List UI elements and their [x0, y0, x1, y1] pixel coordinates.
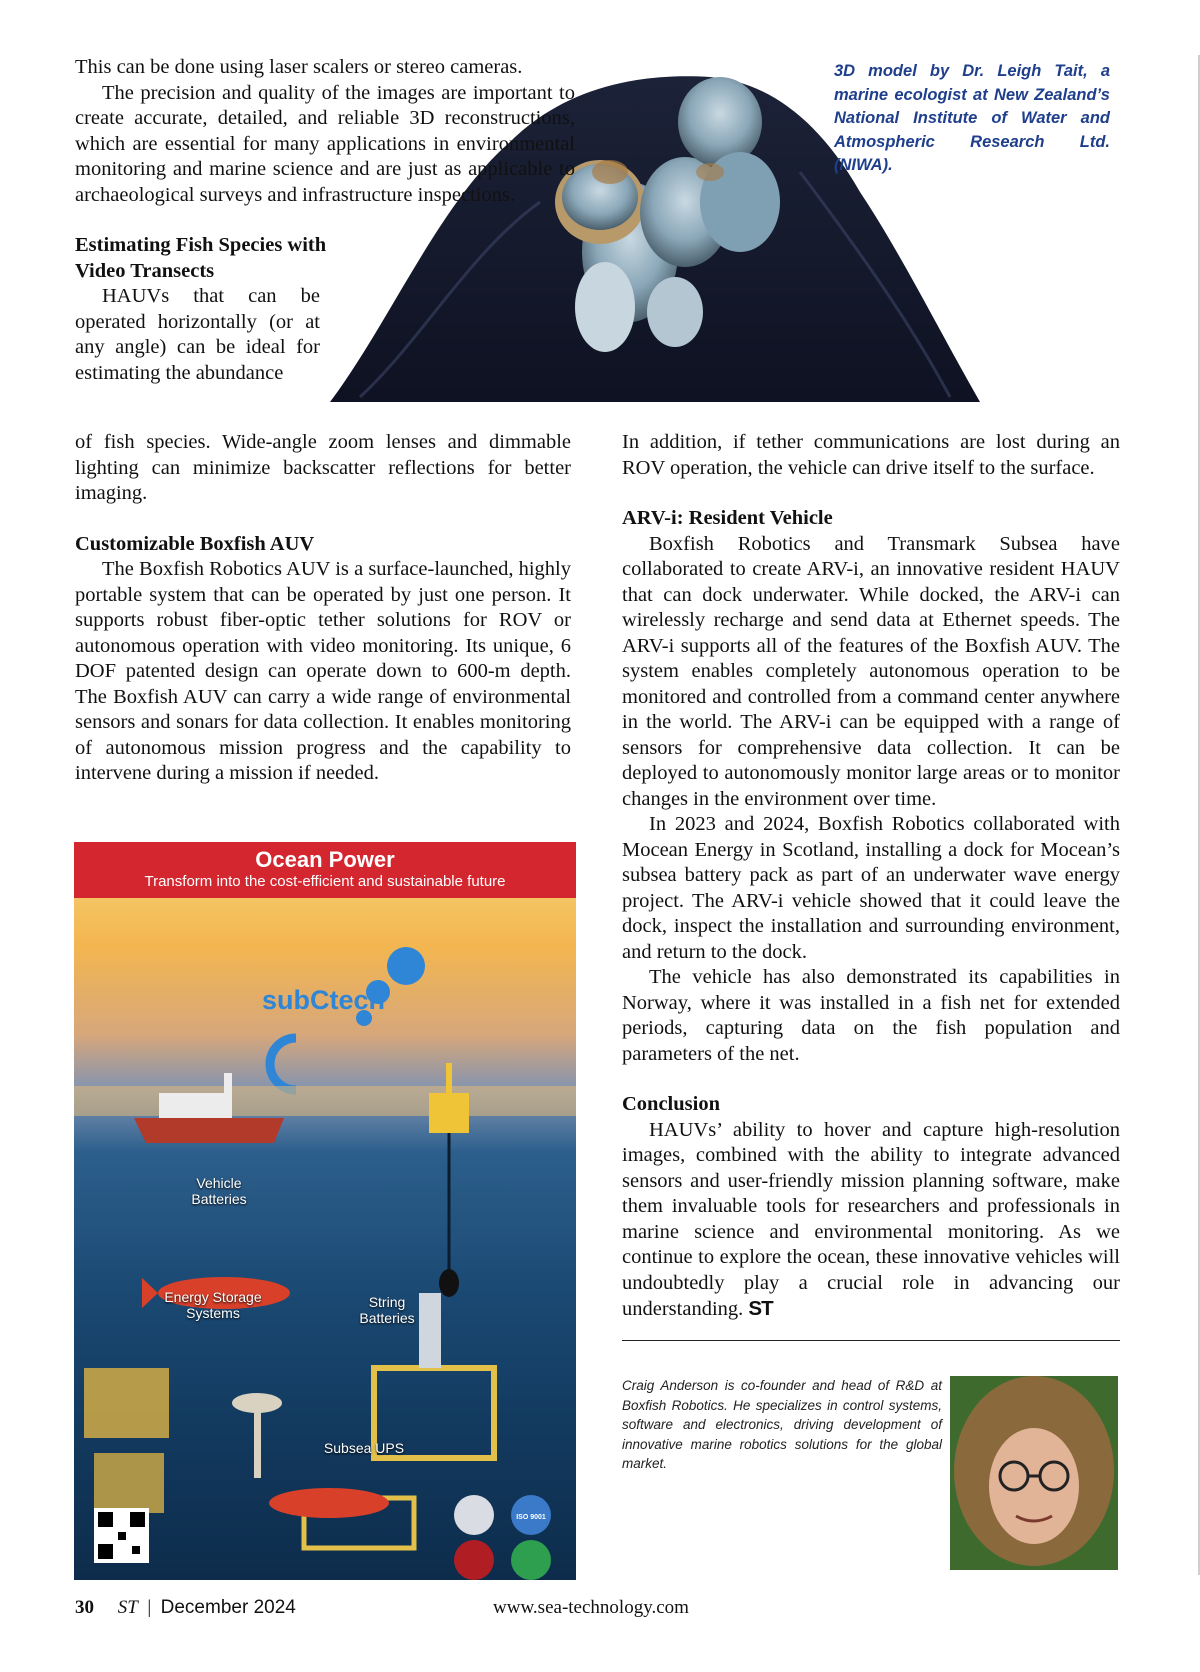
magazine-abbrev: ST [117, 1597, 138, 1618]
paragraph: Boxfish Robotics and Transmark Subsea have collaborated to create ARV-i, an innovative resident HAUV that can dock underwater. While docked, the ARV-i can wirelessly recharge and send data at Ethernet speeds. The ARV-i supports all of the features of the Boxfish AUV. The system enables completely autonomous operation to be monitored and controlled from a command center anywhere in the world. The ARV-i can be equipped with a range of sensors for comprehensive data collection. It can be deployed to autonomously monitor large areas or to monitor changes in the environment over time. [622, 532, 1120, 810]
footer-separator: | [147, 1597, 152, 1618]
certification-badges-icon [454, 1495, 551, 1580]
paragraph: In 2023 and 2024, Boxfish Robotics collaborated with Mocean Energy in Scotland, installing a dock for Mocean’s subsea battery pack as part of an underwater wave energy project. The ARV-i vehicle showed that it could leave the dock, inspect the installation and surrounding environment, and return to the dock. [622, 813, 1120, 963]
left-column-bottom [75, 430, 571, 787]
divider [622, 1340, 1120, 1341]
paragraph: HAUVs that can be operated horizontally (or at any angle) can be ideal for estimating the abundance [75, 285, 320, 384]
issue-date: December 2024 [160, 1597, 296, 1618]
paragraph-text: HAUVs’ ability to hover and capture high-resolution images, combined with the ability to integrate advanced sensors and user-friendly mission planning software, make them invaluable tools for researchers and professionals in marine science and environmental monitoring. As we continue to explore the ocean, these innovative vehicles will undoubtedly play a crucial role in advancing our understanding. [622, 1118, 1120, 1320]
page-footer [75, 1597, 296, 1619]
paragraph: The vehicle has also demonstrated its capabilities in Norway, where it was installed in a fish net for extended periods, capturing data on the fish population and parameters of the net. [622, 966, 1120, 1065]
ad-subtitle: Transform into the cost-efficient and sustainable future [144, 873, 506, 890]
auv-2-icon [269, 1488, 389, 1518]
section-heading: Customizable Boxfish AUV [75, 532, 315, 555]
left-column-top [75, 55, 575, 386]
ad-title: Ocean Power [255, 847, 395, 872]
end-mark: ST [748, 1297, 773, 1320]
section-heading: Estimating Fish Species with Video Transects [75, 234, 327, 282]
ad-banner [74, 842, 576, 898]
subctech-advertisement[interactable] [74, 842, 576, 1580]
section-heading: ARV-i: Resident Vehicle [622, 507, 833, 529]
ad-label-ups: Subsea UPS [323, 1440, 405, 1456]
iso-badge-label: ISO 9001 [516, 1514, 546, 1521]
paragraph: The Boxfish Robotics AUV is a surface-launched, highly portable system that can be operated by just one person. It supports robust fiber-optic tether solutions for ROV or autonomous operation with video monitoring. Its unique, 6 DOF patented design can operate down to 600-m depth. The Boxfish AUV can carry a wide range of environmental sensors and sonars for data collection. It enables monitoring of autonomous mission progress and the capability to intervene during a mission if needed. [75, 558, 571, 784]
brand-logo: subCtech [262, 985, 386, 1015]
ad-label-string: String Batteries [359, 1294, 415, 1326]
author-bio: Craig Anderson is co-founder and head of R&D at Boxfish Robotics. He specializes in control systems, software and electronics, driving development of innovative marine robotics solutions for the global market. [622, 1378, 942, 1471]
paragraph-text: The precision and quality of the images are important to create accurate, detailed, and reliable 3D reconstructions, which are essential for many applications in environmental monitoring and marine science and are just as applicable to archaeological surveys and infrastructure inspections. [75, 81, 575, 206]
right-column [622, 430, 1120, 1323]
image-caption: 3D model by Dr. Leigh Tait, a marine ecologist at New Zealand’s National Institute of Water and Atmospheric Research Ltd. (NIWA). [834, 62, 1110, 174]
paragraph [622, 1118, 1120, 1323]
author-portrait [950, 1376, 1118, 1570]
paragraph [75, 81, 575, 209]
paragraph: In addition, if tether communications are lost during an ROV operation, the vehicle can drive itself to the surface. [622, 431, 1120, 479]
paragraph: of fish species. Wide-angle zoom lenses and dimmable lighting can minimize backscatter reflections for better imaging. [75, 431, 571, 504]
paragraph: This can be done using laser scalers or stereo cameras. [75, 56, 523, 78]
website-link[interactable]: www.sea-technology.com [493, 1597, 689, 1618]
ad-label-vehicle: Vehicle Batteries [191, 1175, 247, 1207]
ad-label-energy: Energy Storage Systems [164, 1289, 262, 1321]
tidal-turbine-icon [232, 1393, 282, 1478]
page-number: 30 [75, 1597, 94, 1618]
buoy-icon [429, 1063, 469, 1297]
qr-code-icon [94, 1508, 149, 1563]
section-heading: Conclusion [622, 1093, 720, 1115]
